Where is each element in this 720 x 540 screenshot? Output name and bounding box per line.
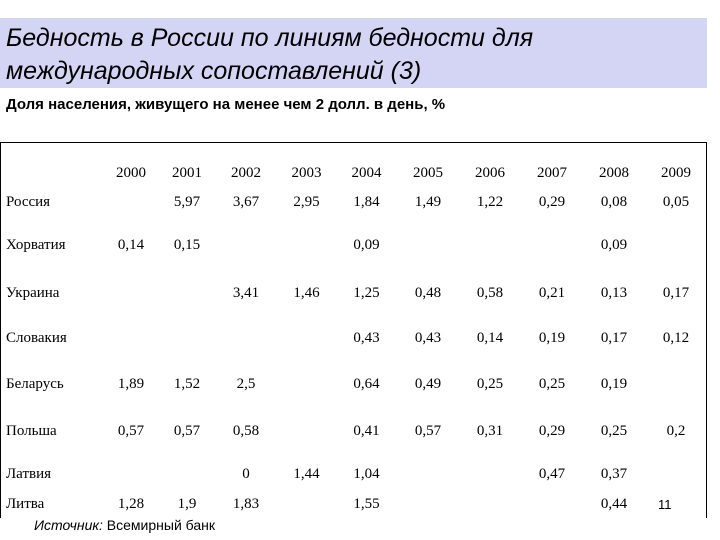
country-label: Украина [6, 285, 60, 301]
year-header: 2009 [661, 165, 691, 181]
table-cell: 1,9 [177, 496, 197, 512]
table-cell: 0,29 [538, 423, 566, 439]
table-cell: 1,25 [353, 285, 380, 301]
year-header: 2002 [231, 165, 261, 181]
year-header: 2004 [351, 165, 382, 181]
country-label: Хорватия [6, 237, 66, 253]
year-header: 2007 [537, 165, 567, 181]
table-cell: 0,57 [414, 423, 442, 439]
table-cell: 0,17 [662, 285, 690, 301]
table-cell: 0,37 [600, 466, 628, 482]
table-cell: 0,48 [414, 285, 442, 301]
table-cell: 0,13 [600, 285, 628, 301]
source-label: Источник: [34, 517, 103, 533]
table-cell: 5,97 [173, 194, 201, 210]
table-cell: 3,67 [232, 194, 260, 210]
table-cell: 0,49 [414, 376, 442, 392]
table-cell: 1,46 [293, 285, 320, 301]
table-cell: 0,31 [476, 423, 504, 439]
table-cell: 0,25 [538, 376, 566, 392]
table-cell: 0,15 [173, 237, 201, 253]
table-cell: 0,64 [353, 376, 380, 392]
table-cell: 0,47 [538, 466, 566, 482]
table-cell: 0,29 [538, 194, 566, 210]
table-cell: 1,55 [353, 496, 380, 512]
table-cell: 2,95 [293, 194, 320, 210]
table-cell: 1,44 [293, 466, 320, 482]
table-cell: 3,41 [232, 285, 260, 301]
table-cell: 0,57 [173, 423, 201, 439]
table-cell: 0,57 [117, 423, 145, 439]
table-cell: 1,52 [173, 376, 201, 392]
table-cell: 0,21 [538, 285, 566, 301]
table-cell: 0 [242, 466, 250, 482]
table-cell: 0,2 [666, 423, 686, 439]
source-note [34, 517, 215, 533]
year-header: 2001 [172, 165, 202, 181]
table-cell: 0,58 [476, 285, 504, 301]
table-cell: 1,28 [117, 496, 145, 512]
year-header: 2000 [116, 165, 146, 181]
table-cell: 0,43 [353, 330, 380, 346]
country-label: Россия [6, 194, 51, 210]
table-cell: 0,14 [476, 330, 504, 346]
table-cell: 0,14 [117, 237, 145, 253]
country-label: Литва [6, 496, 45, 512]
table-cell: 1,84 [353, 194, 380, 210]
table-cell: 0,17 [600, 330, 628, 346]
table-cell: 0,05 [662, 194, 690, 210]
country-label: Польша [6, 423, 57, 439]
table-cell: 0,25 [600, 423, 628, 439]
table-cell: 0,43 [414, 330, 442, 346]
table-cell: 0,58 [232, 423, 260, 439]
year-header: 2003 [291, 165, 322, 181]
table-cell: 1,49 [414, 194, 442, 210]
source-text: Всемирный банк [102, 517, 216, 533]
title-line-2: международных сопоставлений (3) [6, 57, 422, 85]
table-cell: 0,09 [353, 237, 380, 253]
table-cell: 0,44 [600, 496, 628, 512]
table-cell: 1,89 [117, 376, 145, 392]
country-label: Беларусь [6, 376, 64, 392]
year-header: 2005 [413, 165, 443, 181]
table-cell: 1,83 [232, 496, 260, 512]
table-cell: 0,08 [600, 194, 628, 210]
year-header: 2006 [475, 165, 505, 181]
country-label: Словакия [6, 330, 67, 346]
table-cell: 0,09 [600, 237, 628, 253]
table-cell: 1,04 [353, 466, 380, 482]
table-cell: 1,22 [476, 194, 504, 210]
table-cell: 0,25 [476, 376, 504, 392]
table-cell: 0,12 [662, 330, 690, 346]
country-label: Латвия [6, 466, 52, 482]
year-header: 2008 [599, 165, 629, 181]
table-cell: 0,19 [600, 376, 628, 392]
table-cell: 2,5 [236, 376, 256, 392]
table-cell: 0,41 [353, 423, 380, 439]
table-subtitle: Доля населения, живущего на менее чем 2 долл. в день, % [6, 96, 446, 113]
page-number: 11 [658, 497, 672, 512]
table-cell: 0,19 [538, 330, 566, 346]
title-line-1: Бедность в России по линиям бедности для [6, 24, 534, 52]
